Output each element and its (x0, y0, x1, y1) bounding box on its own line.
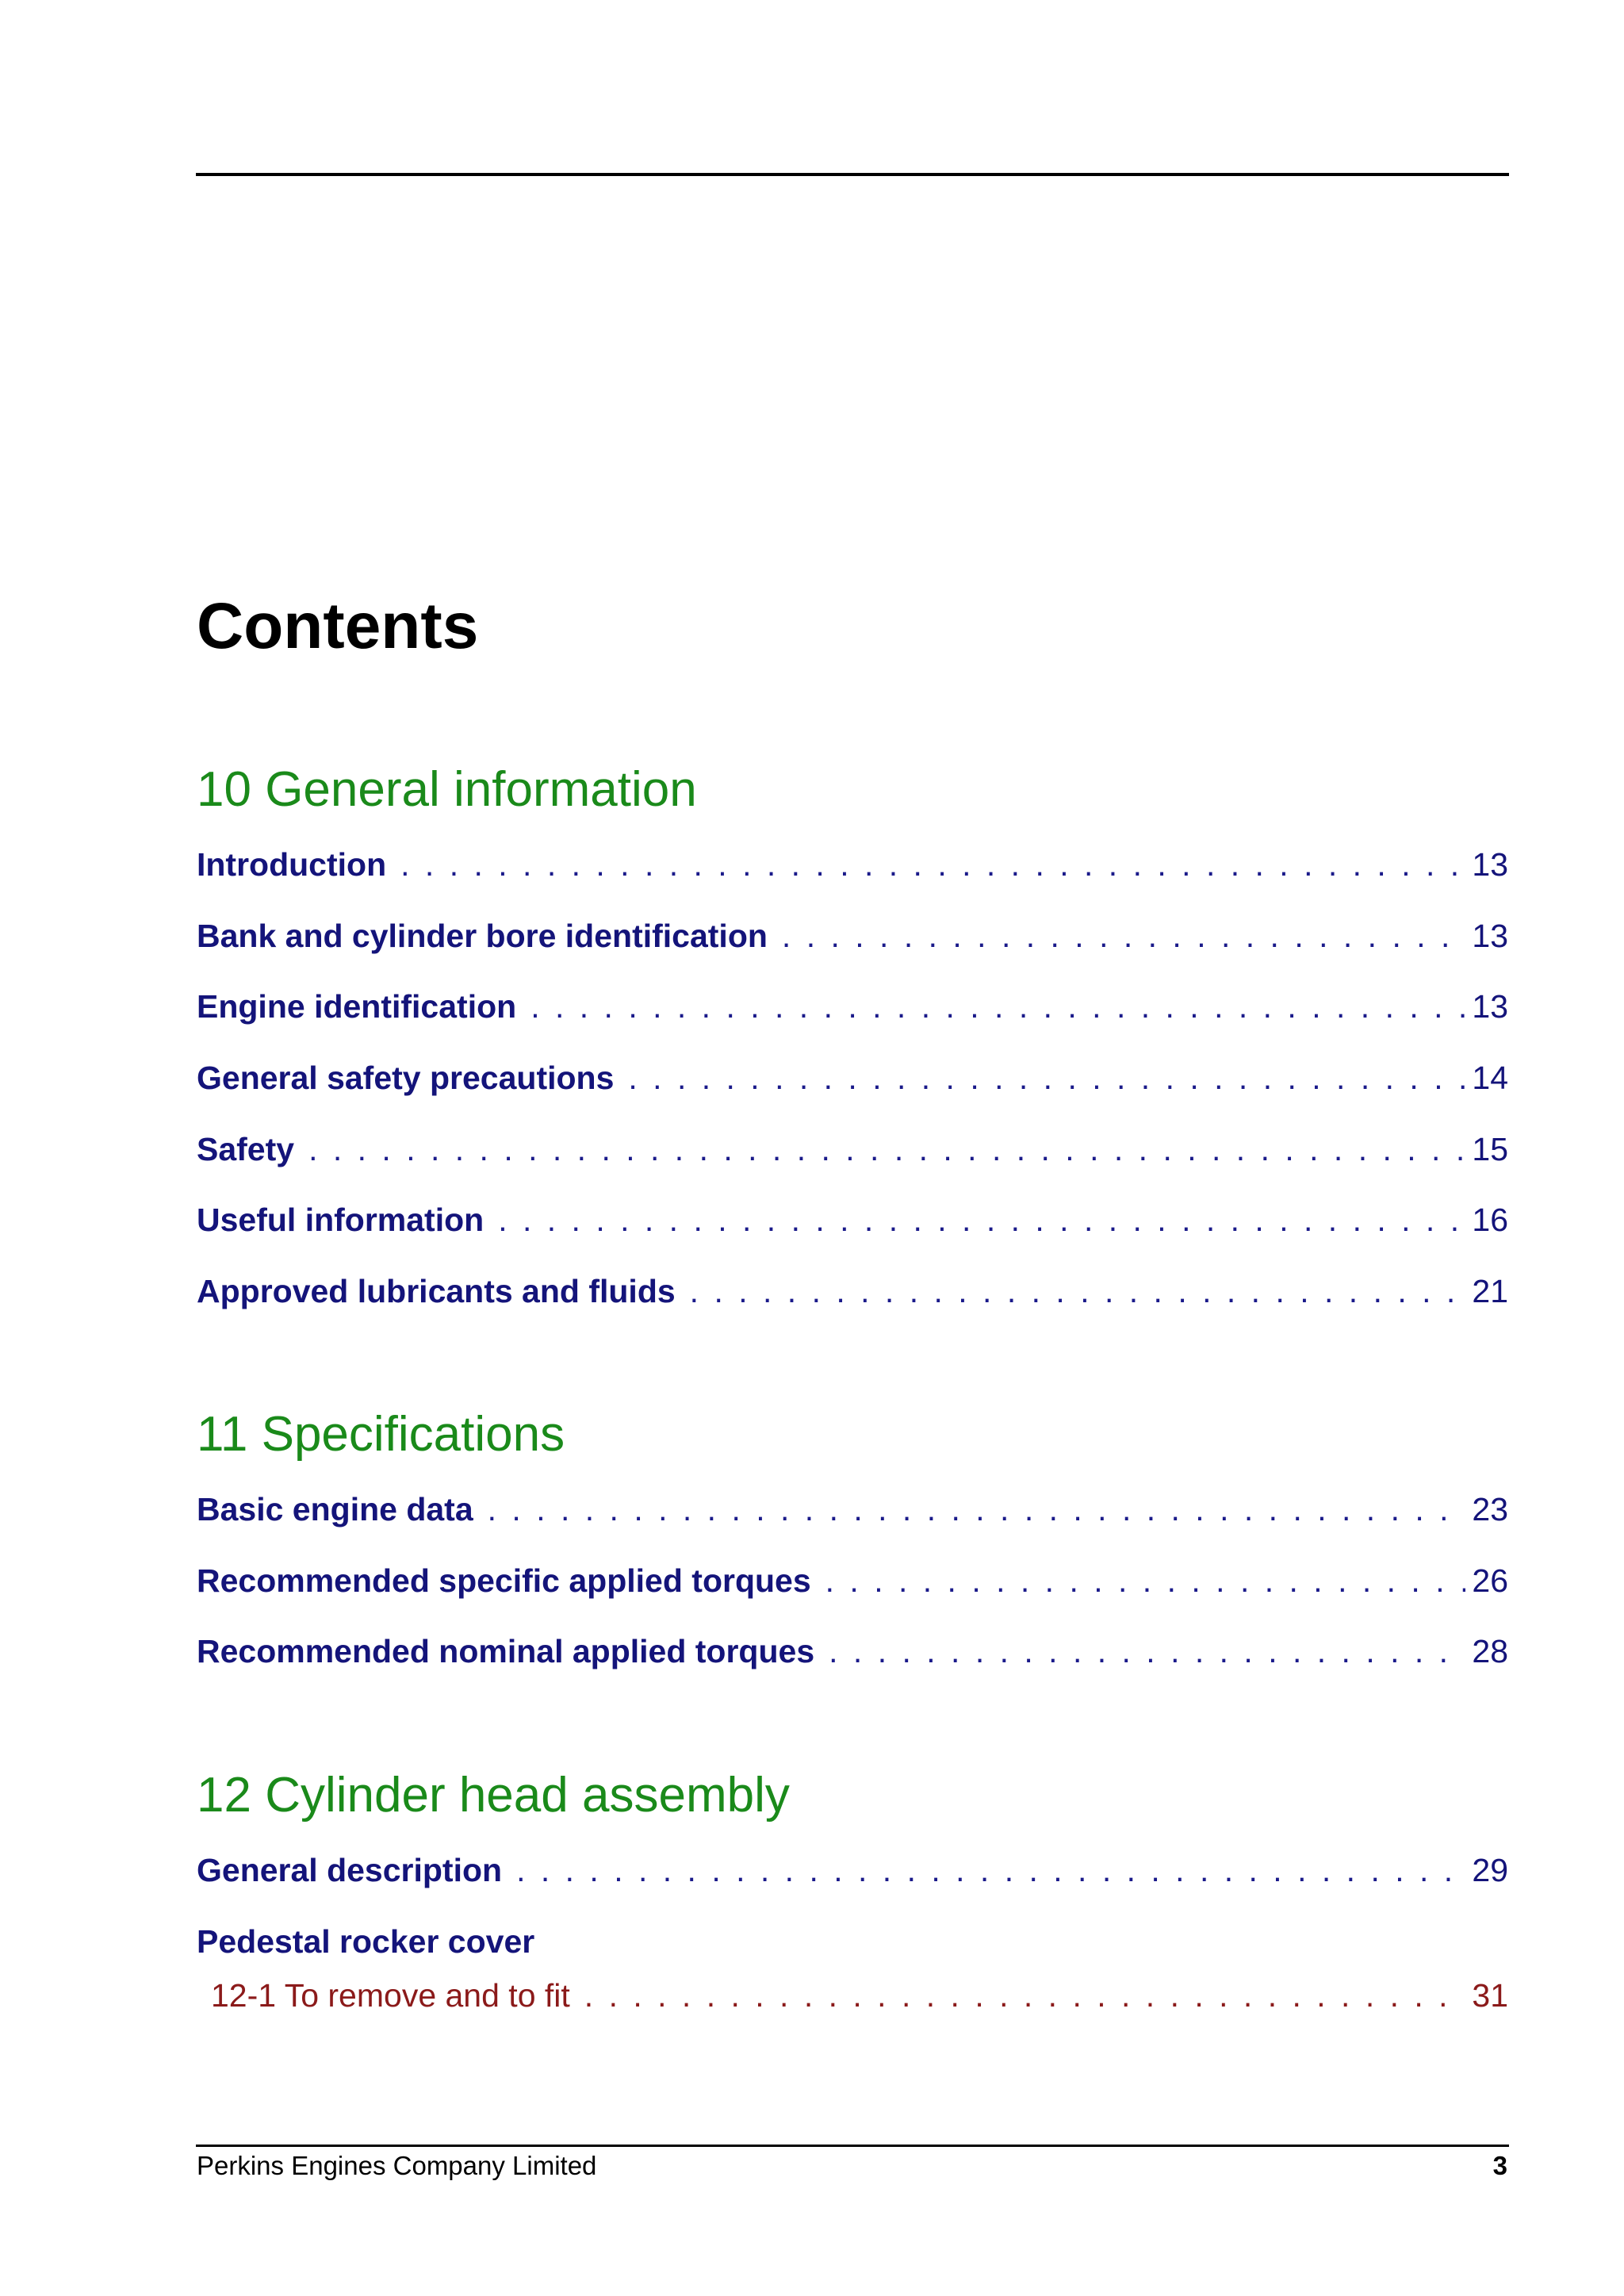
toc-entry-bank-cylinder-bore[interactable] (197, 914, 1508, 958)
page-title: Contents (197, 590, 479, 662)
toc-entry-label: General description (197, 1852, 503, 1888)
toc-entry-page: 26 (1472, 1562, 1508, 1599)
toc-entry-engine-identification[interactable] (197, 984, 1508, 1029)
subsection-heading-pedestal-rocker-cover: Pedestal rocker cover (197, 1923, 535, 1960)
dot-leader (782, 914, 1465, 958)
toc-entry-label: Useful information (197, 1202, 485, 1238)
toc-entry-page: 21 (1472, 1273, 1508, 1309)
toc-entry-label: Bank and cylinder bore identification (197, 918, 768, 954)
toc-entry-page: 16 (1472, 1202, 1508, 1238)
dot-leader (584, 1973, 1466, 2018)
toc-entry-page: 13 (1472, 846, 1508, 883)
toc-entry-approved-lubricants[interactable] (197, 1269, 1508, 1313)
toc-entry-label: Recommended specific applied torques (197, 1562, 811, 1599)
toc-entry-specific-torques[interactable] (197, 1558, 1508, 1603)
toc-entry-safety[interactable] (197, 1127, 1508, 1171)
dot-leader (829, 1629, 1465, 1673)
section-heading-11: 11 Specifications (197, 1407, 565, 1462)
dot-leader (825, 1558, 1466, 1603)
dot-leader (498, 1198, 1465, 1242)
toc-entry-page: 23 (1472, 1491, 1508, 1527)
toc-entry-label: Approved lubricants and fluids (197, 1273, 676, 1309)
dot-leader (488, 1487, 1466, 1531)
toc-entry-label: Basic engine data (197, 1491, 473, 1527)
toc-entry-basic-engine-data[interactable] (197, 1487, 1508, 1531)
toc-entry-label: Recommended nominal applied torques (197, 1633, 815, 1669)
footer-rule (196, 2145, 1509, 2147)
toc-entry-introduction[interactable] (197, 842, 1508, 887)
toc-entry-label: Safety (197, 1131, 295, 1167)
toc-entry-page: 31 (1472, 1977, 1508, 2014)
toc-entry-page: 13 (1472, 918, 1508, 954)
dot-leader (400, 842, 1465, 887)
toc-entry-page: 13 (1472, 988, 1508, 1025)
toc-entry-12-1-remove-fit[interactable] (211, 1973, 1508, 2018)
toc-entry-label: General safety precautions (197, 1060, 615, 1096)
dot-leader (308, 1127, 1465, 1171)
dot-leader (516, 1848, 1465, 1892)
toc-entry-label: 12-1 To remove and to fit (211, 1977, 570, 2014)
dot-leader (690, 1269, 1466, 1313)
footer-page-number: 3 (1492, 2151, 1507, 2180)
toc-entry-useful-information[interactable] (197, 1198, 1508, 1242)
toc-entry-general-description[interactable] (197, 1848, 1508, 1892)
toc-entry-page: 29 (1472, 1852, 1508, 1888)
dot-leader (530, 984, 1465, 1029)
dot-leader (628, 1056, 1465, 1100)
toc-entry-label: Engine identification (197, 988, 517, 1025)
header-rule (196, 173, 1509, 176)
toc-entry-page: 28 (1472, 1633, 1508, 1669)
toc-entry-general-safety[interactable] (197, 1056, 1508, 1100)
section-heading-12: 12 Cylinder head assembly (197, 1768, 790, 1823)
toc-entry-page: 15 (1472, 1131, 1508, 1167)
toc-entry-page: 14 (1472, 1060, 1508, 1096)
toc-entry-nominal-torques[interactable] (197, 1629, 1508, 1673)
footer-company: Perkins Engines Company Limited (197, 2151, 597, 2180)
section-heading-10: 10 General information (197, 762, 697, 817)
toc-entry-label: Introduction (197, 846, 387, 883)
